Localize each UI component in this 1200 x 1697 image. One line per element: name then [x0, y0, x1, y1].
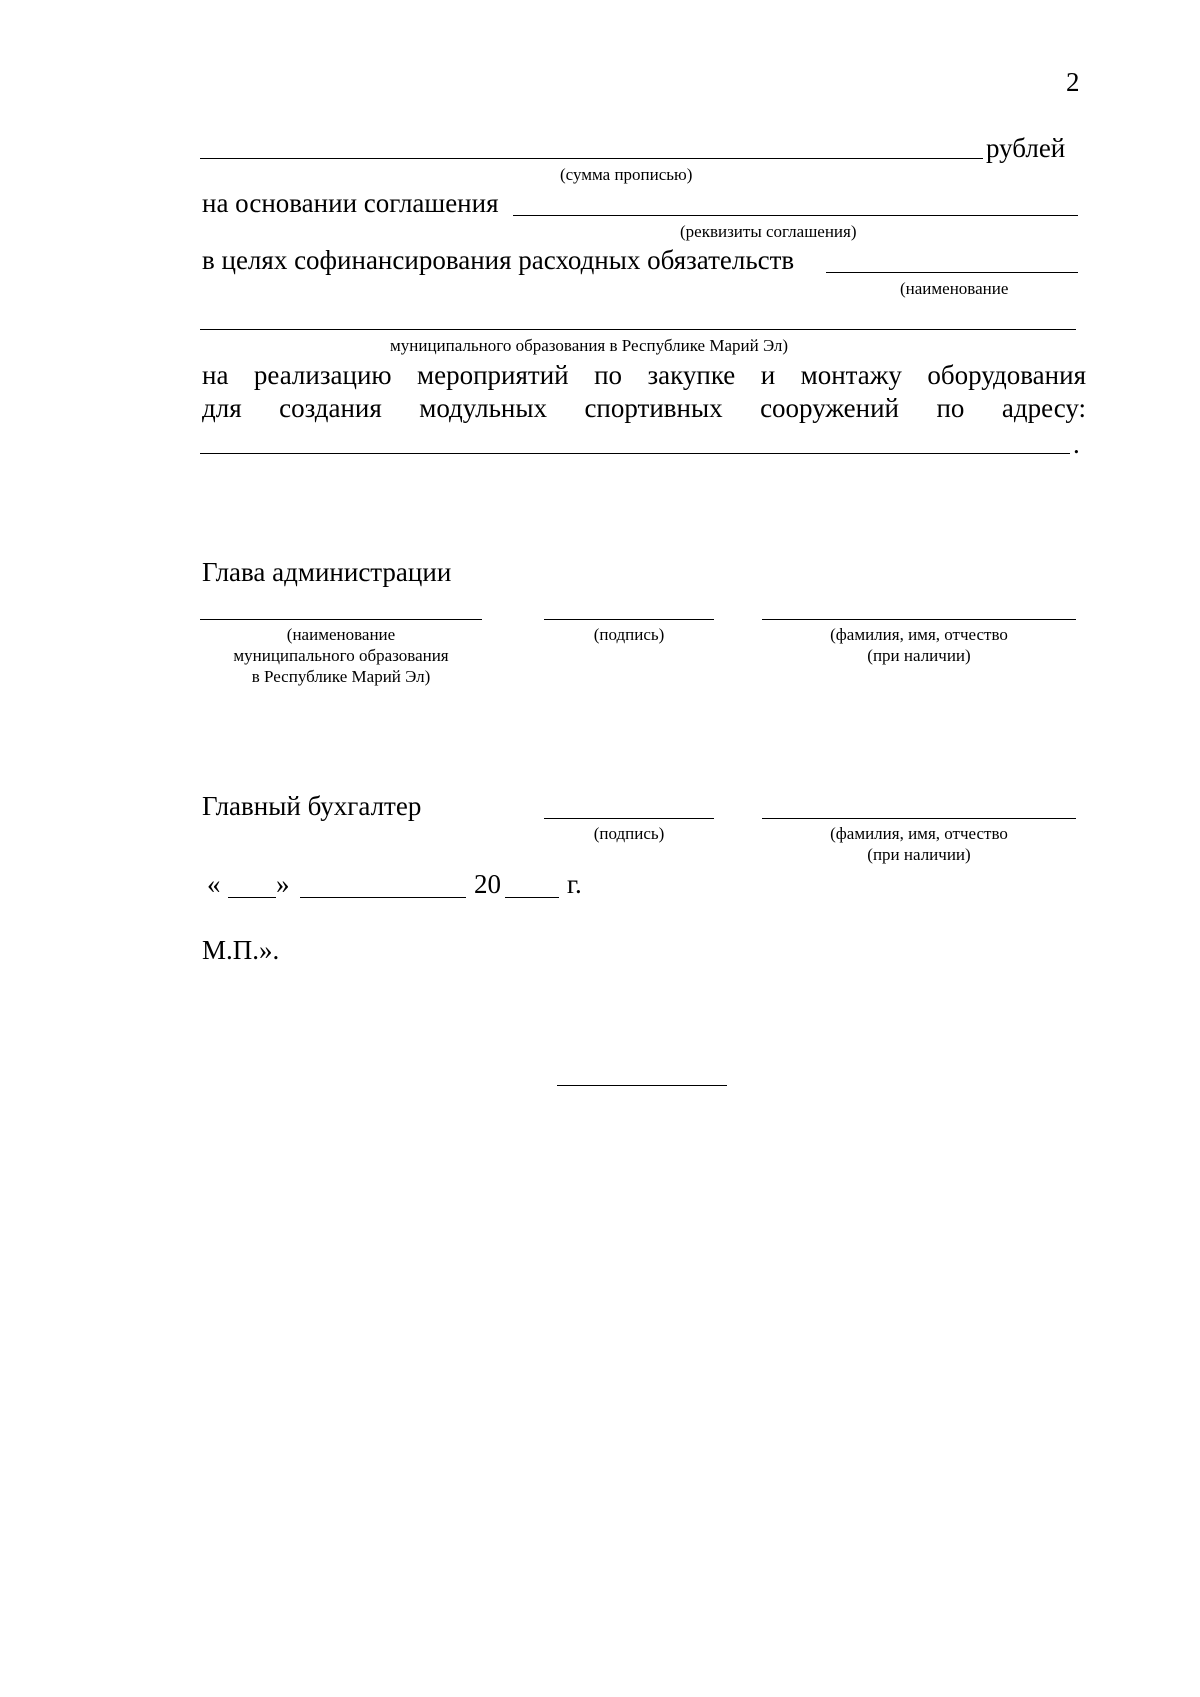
word: сооружений [760, 393, 899, 423]
word: создания [279, 393, 382, 423]
caption-line: муниципального образования [233, 646, 449, 665]
head-fio-line[interactable] [762, 619, 1076, 620]
caption-line: (при наличии) [867, 845, 971, 864]
date-open-quote: « [207, 869, 221, 899]
head-name-line[interactable] [200, 619, 482, 620]
word: спортивных [584, 393, 723, 423]
closing-divider [557, 1085, 727, 1086]
word: закупке [647, 360, 736, 390]
accountant-caption-signature: (подпись) [593, 824, 665, 843]
date-year-suffix: г. [567, 869, 582, 899]
head-caption-fio [762, 624, 1076, 666]
caption-line: (фамилия, имя, отчество [830, 824, 1008, 843]
date-month-line[interactable] [300, 897, 466, 898]
sum-blank-line[interactable] [200, 158, 983, 159]
word: адресу: [1001, 393, 1086, 423]
purpose-blank-line[interactable] [826, 272, 1078, 273]
municipality-blank-line[interactable] [200, 329, 1076, 330]
date-day-line[interactable] [228, 897, 276, 898]
word: мероприятий [417, 360, 569, 390]
date-year-prefix: 20 [474, 869, 501, 899]
purpose-caption-part2: муниципального образования в Республике Марий Эл) [390, 336, 789, 355]
head-caption-signature: (подпись) [593, 625, 665, 644]
agreement-caption: (реквизиты соглашения) [680, 222, 857, 241]
address-end-mark: . [1073, 429, 1080, 459]
accountant-caption-fio [762, 823, 1076, 865]
accountant-fio-line[interactable] [762, 818, 1076, 819]
word: монтажу [800, 360, 902, 390]
date-year-line[interactable] [505, 897, 559, 898]
accountant-signature-line[interactable] [544, 818, 714, 819]
word: и [760, 360, 776, 390]
word: модульных [419, 393, 547, 423]
head-title: Глава администрации [202, 557, 452, 587]
sum-unit: рублей [986, 133, 1066, 163]
implementation-line-2 [202, 392, 1086, 424]
word: реализацию [253, 360, 392, 390]
word: для [202, 393, 242, 423]
address-blank-line[interactable] [200, 453, 1070, 454]
agreement-label: на основании соглашения [202, 188, 499, 218]
caption-line: (наименование [286, 625, 396, 644]
word: по [936, 393, 965, 423]
accountant-title: Главный бухгалтер [202, 791, 422, 821]
word: на [202, 360, 229, 390]
head-caption-name [200, 624, 482, 687]
agreement-blank-line[interactable] [513, 215, 1078, 216]
caption-line: (фамилия, имя, отчество [830, 625, 1008, 644]
caption-line: в Республике Марий Эл) [251, 667, 431, 686]
caption-line: (при наличии) [867, 646, 971, 665]
purpose-caption-part1: (наименование [900, 279, 1009, 298]
head-signature-line[interactable] [544, 619, 714, 620]
purpose-label: в целях софинансирования расходных обязательств [202, 245, 795, 275]
stamp-mark: М.П.». [202, 935, 280, 965]
word: оборудования [927, 360, 1086, 390]
page-number: 2 [1066, 67, 1080, 97]
date-close-quote: » [276, 869, 290, 899]
implementation-line-1 [202, 359, 1086, 391]
sum-caption: (сумма прописью) [560, 165, 693, 184]
word: по [594, 360, 623, 390]
